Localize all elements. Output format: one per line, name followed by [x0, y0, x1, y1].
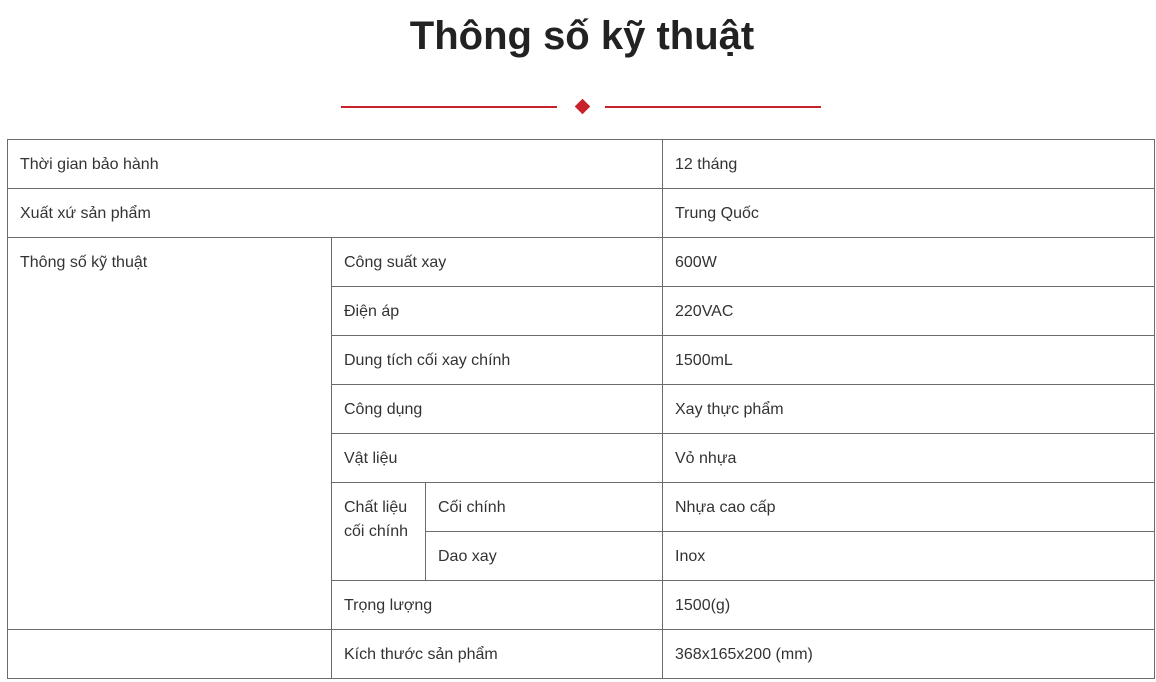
material-value: Vỏ nhựa: [663, 434, 1155, 483]
power-value: 600W: [663, 238, 1155, 287]
usage-label: Công dụng: [332, 385, 663, 434]
warranty-label: Thời gian bảo hành: [8, 140, 663, 189]
page-title: Thông số kỹ thuật: [409, 14, 755, 58]
warranty-value: 12 tháng: [663, 140, 1155, 189]
table-row-origin: [8, 189, 1155, 238]
jar-material-label: Chất liệu cối chính: [332, 483, 426, 581]
divider-line-right: [605, 106, 821, 108]
material-label: Vật liệu: [332, 434, 663, 483]
table-row-dimensions: [8, 630, 1155, 679]
specs-table: [7, 139, 1155, 679]
voltage-value: 220VAC: [663, 287, 1155, 336]
dimensions-value: 368x165x200 (mm): [663, 630, 1155, 679]
blade-label: Dao xay: [426, 532, 663, 581]
origin-label: Xuất xứ sản phẩm: [8, 189, 663, 238]
table-row-power: [8, 238, 1155, 287]
main-jar-label: Cối chính: [426, 483, 663, 532]
capacity-value: 1500mL: [663, 336, 1155, 385]
divider-line-left: [341, 106, 557, 108]
diamond-icon: [575, 99, 591, 115]
technical-group-spacer: [8, 630, 332, 679]
capacity-label: Dung tích cối xay chính: [332, 336, 663, 385]
main-jar-value: Nhựa cao cấp: [663, 483, 1155, 532]
power-label: Công suất xay: [332, 238, 663, 287]
dimensions-label: Kích thước sản phẩm: [332, 630, 663, 679]
blade-value: Inox: [663, 532, 1155, 581]
origin-value: Trung Quốc: [663, 189, 1155, 238]
voltage-label: Điện áp: [332, 287, 663, 336]
weight-value: 1500(g): [663, 581, 1155, 630]
weight-label: Trọng lượng: [332, 581, 663, 630]
title-divider: [0, 98, 1156, 116]
table-row-warranty: [8, 140, 1155, 189]
technical-group-label: Thông số kỹ thuật: [8, 238, 332, 630]
usage-value: Xay thực phẩm: [663, 385, 1155, 434]
